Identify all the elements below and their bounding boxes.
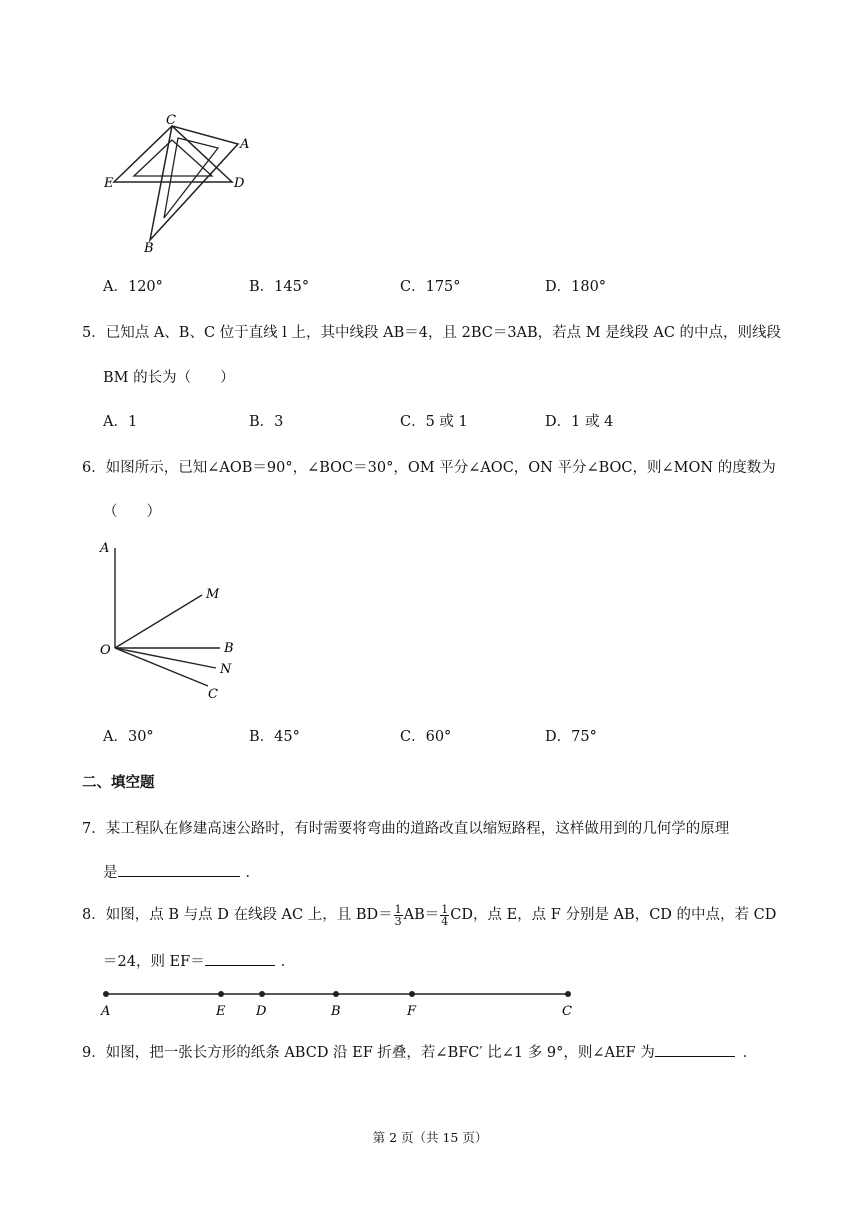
q4-option-b: B．145°: [249, 279, 310, 295]
q6-option-d: D．75°: [545, 729, 597, 745]
q8-fraction-one-quarter: $\frac{1}{4}$: [441, 902, 449, 928]
q5-option-c: C．5 或 1: [400, 414, 468, 430]
q7-prefix: 是: [103, 865, 118, 881]
q6-label-n: N: [220, 662, 232, 677]
q5-option-b: B．3: [249, 414, 284, 430]
q6-option-a: A．30°: [103, 729, 154, 745]
q8-answer-blank[interactable]: [205, 951, 275, 966]
q7-stem-line1: 7．某工程队在修建高速公路时，有时需要将弯曲的道路改直以缩短路程，这样做用到的几何学的原理: [82, 821, 730, 837]
q8-label-f: F: [407, 1004, 417, 1019]
page-footer: 第 2 页（共 15 页）: [372, 1130, 488, 1145]
q6-option-b: B．45°: [249, 729, 300, 745]
q8-fraction-one-third: $\frac{1}{3}$: [394, 902, 402, 928]
q8-stem-line2: [103, 950, 295, 971]
q6-angle-figure: [98, 536, 248, 704]
q4-option-d: D．180°: [545, 279, 607, 295]
q4-label-d: D: [234, 176, 245, 191]
q7-suffix: ．: [245, 865, 260, 881]
q9-answer-blank[interactable]: [655, 1042, 735, 1057]
section-heading-fill-in: 二、填空题: [82, 775, 155, 791]
q8-segment-figure: [96, 984, 586, 1020]
q5-stem-line1: 5．已知点 A、B、C 位于直线 l 上，其中线段 AB＝4，且 2BC＝3AB，若点 M 是线段 AC 的中点，则线段: [82, 325, 782, 341]
q8-label-b: B: [331, 1004, 341, 1019]
q6-option-c: C．60°: [400, 729, 452, 745]
q8-prefix: 8．如图，点 B 与点 D 在线段 AC 上，且 BD＝: [82, 907, 393, 923]
q8-mid: AB＝: [403, 907, 440, 923]
q8-line2-prefix: ＝24，则 EF＝: [103, 954, 205, 970]
q8-line2-suffix: ．: [280, 954, 296, 970]
q4-label-b: B: [144, 241, 154, 254]
q8-label-d: D: [256, 1004, 267, 1019]
q6-label-o: O: [100, 643, 111, 658]
q6-label-m: M: [206, 587, 220, 602]
q9-stem: [82, 1041, 757, 1062]
q5-option-a: A．1: [103, 414, 138, 430]
q6-label-c: C: [208, 687, 218, 702]
q6-label-a: A: [100, 541, 110, 556]
q8-label-a: A: [101, 1004, 111, 1019]
q9-prefix: 9．如图，把一张长方形的纸条 ABCD 沿 EF 折叠，若∠BFC′ 比∠1 多 9°，则∠AEF 为: [82, 1045, 655, 1061]
q4-option-a: A．120°: [103, 279, 163, 295]
q6-stem-line1: 6．如图所示，已知∠AOB＝90°，∠BOC＝30°，OM 平分∠AOC，ON 平分∠BOC，则∠MON 的度数为: [82, 460, 776, 476]
q5-stem-line2: BM 的长为（ ）: [103, 370, 235, 386]
q4-option-c: C．175°: [400, 279, 461, 295]
q7-stem-line2: [103, 861, 260, 882]
q4-label-a: A: [240, 137, 250, 152]
q5-option-d: D．1 或 4: [545, 414, 614, 430]
q4-label-e: E: [104, 176, 114, 191]
q8-label-e: E: [216, 1004, 226, 1019]
q8-suffix: CD，点 E，点 F 分别是 AB，CD 的中点，若 CD: [450, 907, 777, 923]
q8-stem-line1: [82, 900, 776, 930]
q4-triangle-figure: [100, 108, 252, 254]
q9-suffix: ．: [742, 1045, 758, 1061]
q6-stem-line2: （ ）: [103, 504, 161, 520]
q4-label-c: C: [166, 113, 176, 128]
q6-label-b: B: [224, 641, 234, 656]
q8-label-c: C: [562, 1004, 572, 1019]
q7-answer-blank[interactable]: [118, 862, 240, 877]
